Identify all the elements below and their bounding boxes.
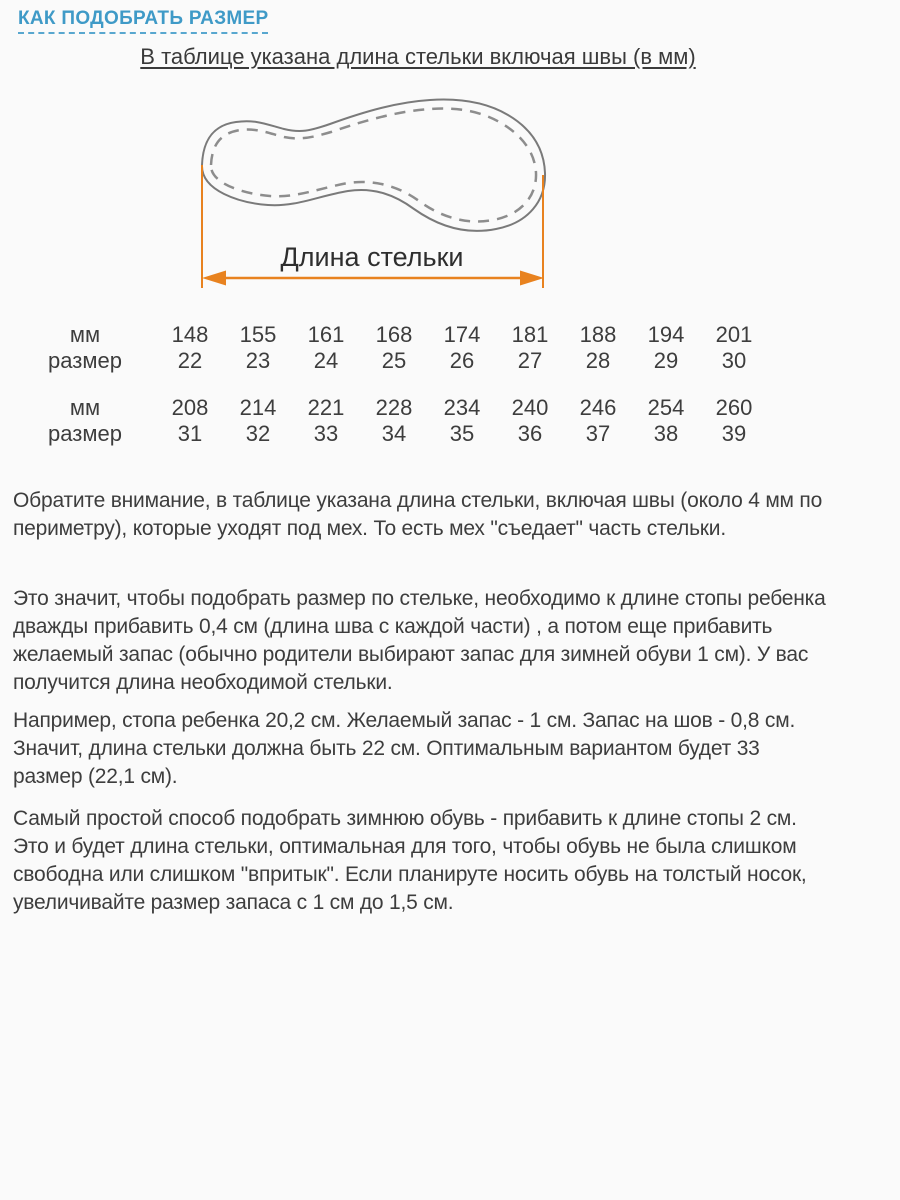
size-value: 25 — [381, 348, 407, 373]
table-row — [25, 322, 768, 348]
mm-value: 188 — [579, 322, 617, 347]
size-value: 36 — [517, 421, 543, 446]
size-value: 35 — [449, 421, 475, 446]
size-value: 34 — [381, 421, 407, 446]
explanation-paragraph: Это значит, чтобы подобрать размер по стельке, необходимо к длине стопы ребенка дважды прибавить 0,4 см (длина шва с каждой части) , а потом еще прибавить желаемый запас (обычно родители выбирают запас для зимней обуви 1 см). У вас получится длина необходимой стельки. — [13, 587, 826, 694]
measure-arrow-right-head-icon — [520, 271, 544, 286]
size-value: 37 — [585, 421, 611, 446]
mm-value: 168 — [375, 322, 413, 347]
size-table-22-30 — [25, 322, 768, 374]
size-value: 31 — [177, 421, 203, 446]
mm-value: 246 — [579, 395, 617, 420]
note-paragraph: Обратите внимание, в таблице указана длина стельки, включая швы (около 4 мм по периметру), которые уходят под мех. То есть мех "съедает" часть стельки. — [13, 489, 823, 540]
insole-length-label: Длина стельки — [280, 242, 464, 272]
mm-value: 254 — [647, 395, 685, 420]
size-value: 33 — [313, 421, 339, 446]
table-row — [25, 395, 768, 421]
how-to-choose-size-link[interactable]: КАК ПОДОБРАТЬ РАЗМЕР — [18, 8, 268, 34]
mm-value: 155 — [239, 322, 277, 347]
mm-value: 181 — [511, 322, 549, 347]
tip-paragraph: Самый простой способ подобрать зимнюю обувь - прибавить к длине стопы 2 см. Это и будет длина стельки, оптимальная для того, чтобы обувь не была слишком свободна или слишком "впритык". Если планируте носить обувь на толстый носок, увеличивайте размер запаса с 1 см до 1,5 см. — [13, 807, 807, 914]
mm-value: 174 — [443, 322, 481, 347]
size-value: 39 — [721, 421, 747, 446]
size-value: 29 — [653, 348, 679, 373]
insole-figure — [198, 85, 548, 297]
mm-value: 161 — [307, 322, 345, 347]
size-value: 27 — [517, 348, 543, 373]
insole-diagram — [198, 85, 548, 297]
mm-value: 208 — [171, 395, 209, 420]
example-paragraph: Например, стопа ребенка 20,2 см. Желаемый запас - 1 см. Запас на шов - 0,8 см. Значит, длина стельки должна быть 22 см. Оптимальным вариантом будет 33 размер (22,1 см). — [13, 709, 796, 788]
mm-row-label: мм — [69, 322, 101, 347]
size-value: 28 — [585, 348, 611, 373]
size-value: 23 — [245, 348, 271, 373]
size-row-label: размер — [48, 421, 122, 446]
mm-value: 260 — [715, 395, 753, 420]
table-row — [25, 421, 768, 447]
size-value: 30 — [721, 348, 747, 373]
mm-row-label: мм — [69, 395, 101, 420]
mm-value: 240 — [511, 395, 549, 420]
mm-value: 214 — [239, 395, 277, 420]
mm-value: 234 — [443, 395, 481, 420]
table-row — [25, 348, 768, 374]
size-value: 26 — [449, 348, 475, 373]
size-value: 32 — [245, 421, 271, 446]
mm-value: 201 — [715, 322, 753, 347]
mm-value: 194 — [647, 322, 685, 347]
mm-value: 148 — [171, 322, 209, 347]
measure-arrow-left-head-icon — [202, 271, 226, 286]
size-row-label: размер — [48, 348, 122, 373]
mm-value: 228 — [375, 395, 413, 420]
mm-value: 221 — [307, 395, 345, 420]
size-value: 38 — [653, 421, 679, 446]
table-caption: В таблице указана длина стельки включая швы (в мм) — [140, 44, 696, 69]
size-value: 22 — [177, 348, 203, 373]
size-table-31-39 — [25, 395, 768, 447]
size-value: 24 — [313, 348, 339, 373]
